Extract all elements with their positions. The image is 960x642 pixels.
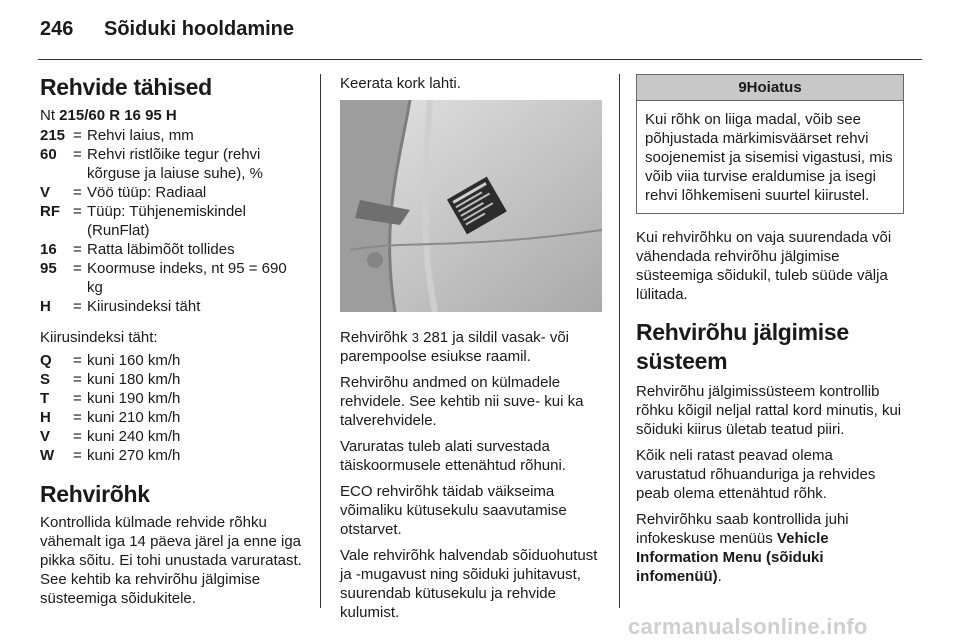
def-key: T [40,390,50,407]
text-run: 281 ja sildil vasak- või parempoolse esiukse raamil. [340,329,570,365]
example-prefix: Nt [40,107,60,124]
def-eq: = [73,409,82,426]
def-eq: = [73,428,82,445]
def-value: kuni 270 km/h [87,447,181,464]
def-eq: = [73,260,82,277]
def-key: W [40,447,55,464]
def-eq: = [73,371,82,388]
def-key: 60 [40,146,57,163]
menu-name: Vehicle Information Menu (sõiduki infomenüü) [636,530,829,585]
def-key: S [40,371,51,388]
def-key: V [40,184,51,201]
door-frame-label-photo [340,100,602,312]
section-title: Sõiduki hooldamine [104,18,295,40]
def-value: Koormuse indeks, nt 95 = 690 kg [87,260,287,296]
def-eq: = [73,184,82,201]
warning-icon: 9 [738,79,747,96]
example-line [40,106,306,125]
def-key: H [40,298,51,315]
column-divider [619,74,620,608]
def-eq: = [73,298,82,315]
def-value: kuni 240 km/h [87,428,181,445]
def-key: 16 [40,241,57,258]
tire-pressure-paragraph: Kontrollida külmade rehvide rõhku vähemalt iga 14 päeva järel ja enne iga pikka sõitu. Ei tohi unustada varuratast. See kehtib ka rehvirõhu jälgimise süsteemiga sõidukitele. [40,514,302,607]
warning-title: Hoiatus [746,79,802,96]
def-key: 215 [40,127,66,144]
text-run: Rehvirõhk [340,329,412,346]
def-eq: = [73,390,82,407]
paragraph: Rehvirõhu andmed on külmadele rehvidele. See kehtib nii suve- kui ka talverehvidele. [340,374,584,429]
tire-code-table [40,126,306,316]
heading-tire-pressure: Rehvirõhk [40,481,150,507]
paragraph: Kui rehvirõhku on vaja suurendada või vähendada rehvirõhu jälgimise süsteemiga sõidukil, tuleb süüde välja lülitada. [636,229,892,303]
table-row [40,202,306,240]
table-row [40,389,180,408]
table-row [40,370,180,389]
def-key: RF [40,203,60,220]
paragraph: Varuratas tuleb alati survestada täiskoormusele ettenähtud rõhuni. [340,438,566,474]
door-frame-illustration [340,100,602,312]
column-divider [320,74,321,608]
table-row [40,183,306,202]
example-code: 215/60 R 16 95 H [59,107,177,124]
paragraph [636,510,904,586]
def-eq: = [73,203,82,220]
page-header [40,18,294,41]
speed-index-intro: Kiirusindeksi täht: [40,329,158,346]
def-eq: = [73,146,82,163]
heading-tire-markings: Rehvide tähised [40,74,212,100]
paragraph: ECO rehvirõhk täidab väikseima võimaliku kütusekulu saavutamise otstarvet. [340,483,567,538]
table-row [40,427,180,446]
warning-text: Kui rõhk on liiga madal, võib see põhjustada märkimisväärset rehvi soojenemist ja sisemisi vigastusi, mis võib viia turvise eraldumise ja isegi rehvi lõhkemiseni suurtel kiirustel. [645,111,893,204]
table-row [40,145,306,183]
table-row [40,408,180,427]
paragraph: Rehvirõhu jälgimissüsteem kontrollib rõhku kõigil neljal rattal kord minutis, kui sõiduki kiirus ületab teatud piiri. [636,383,902,438]
def-value: Vöö tüüp: Radiaal [87,184,207,201]
warning-header [637,75,903,101]
def-value: Kiirusindeksi täht [87,298,201,315]
def-eq: = [73,352,82,369]
def-eq: = [73,127,82,144]
speed-index-table [40,351,180,465]
table-row [40,126,306,145]
def-value: Rehvi laius, mm [87,127,194,144]
def-value: Tüüp: Tühjenemiskindel (RunFlat) [87,203,246,239]
def-value: Rehvi ristlõike tegur (rehvi kõrguse ja laiuse suhe), % [87,146,263,182]
def-value: kuni 180 km/h [87,371,181,388]
paragraph: Kõik neli ratast peavad olema varustatud rõhuanduriga ja rehvides peab olema ettenähtud rõhk. [636,447,876,502]
table-row [40,259,306,297]
def-eq: = [73,241,82,258]
def-value: Ratta läbimõõt tollides [87,241,235,258]
pressure-reference-text [340,328,602,366]
page-number: 246 [40,18,74,40]
def-key: H [40,409,51,426]
def-value: kuni 210 km/h [87,409,181,426]
paragraph: Vale rehvirõhk halvendab sõiduohutust ja -mugavust ning sõiduki juhitavust, suurendab kütusekulu ja rehvide kulumist. [340,547,598,621]
text-run: . [717,568,722,585]
table-row [40,240,306,259]
column-middle [340,74,602,629]
instruction-text: Keerata kork lahti. [340,75,461,92]
def-key: V [40,428,51,445]
table-row [40,297,306,316]
def-value: kuni 160 km/h [87,352,181,369]
watermark: carmanualsonline.info [628,614,868,639]
heading-tpms: Rehvirõhu jälgimise süsteem [636,319,849,374]
warning-box [636,74,904,214]
def-eq: = [73,447,82,464]
def-value: kuni 190 km/h [87,390,181,407]
column-left [40,74,306,615]
header-rule [38,59,922,60]
text-run: Rehvirõhku saab kontrollida juhi infokeskuse menüüs [636,511,849,547]
def-key: 95 [40,260,57,277]
table-row [40,446,180,465]
table-row [40,351,180,370]
column-right [636,74,904,593]
page-reference-icon: 3 [411,330,419,345]
def-key: Q [40,352,52,369]
